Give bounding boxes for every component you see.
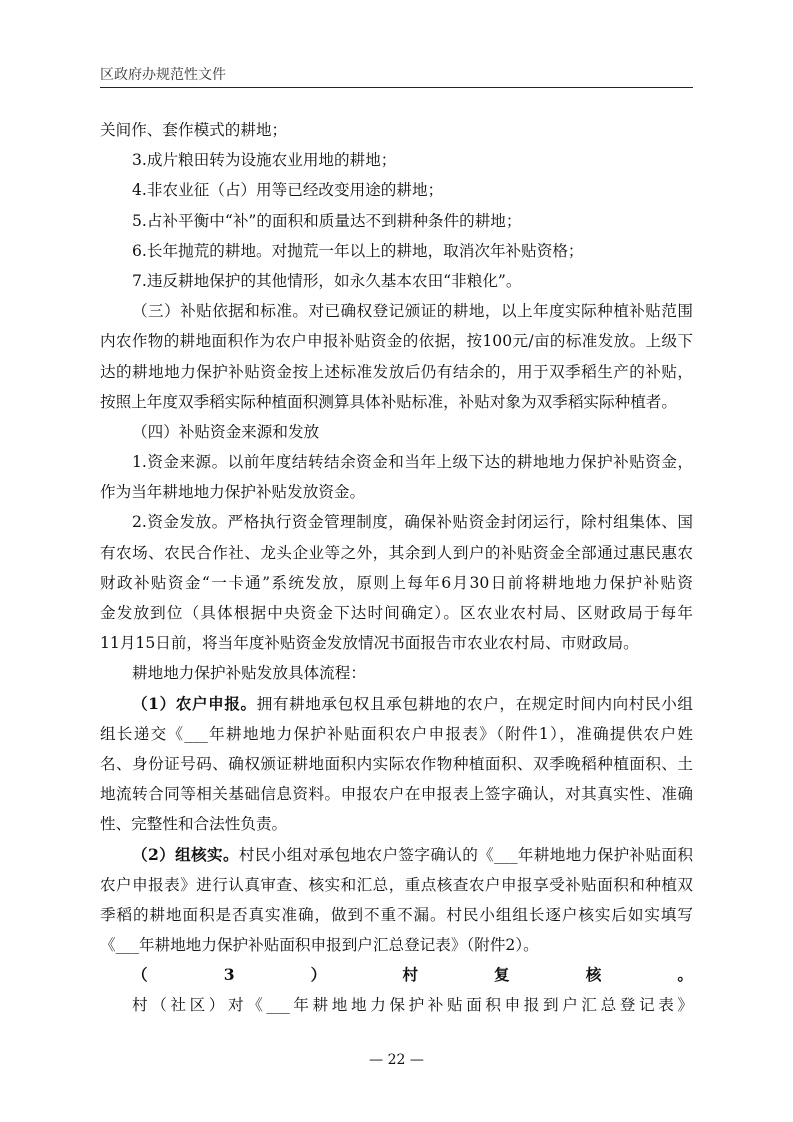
running-header-title: 区政府办规范性文件 [100, 67, 226, 83]
text-line: 有农场、农民合作社、龙头企业等之外，其余到人到户的补贴资金全部通过惠民惠农 [100, 543, 693, 562]
text-line [100, 960, 693, 1015]
paragraph [100, 236, 693, 266]
text-line: 11月15日前，将当年度补贴资金发放情况书面报告市农业农村局、市财政局。 [100, 634, 639, 653]
text-line: 《___年耕地地力保护补贴面积申报到户汇总登记表》（附件2）。 [100, 936, 539, 955]
text-line: 达的耕地地力保护补贴资金按上述标准发放后仍有结余的，用于双季稻生产的补贴， [100, 362, 693, 381]
text-line: 金发放到位（具体根据中央资金下达时间确定）。区农业农村局、区财政局于每年 [100, 604, 693, 622]
paragraph [100, 145, 693, 175]
text-line: 作为当年耕地地力保护补贴发放资金。 [100, 483, 366, 502]
paragraph [100, 689, 693, 840]
text-line: 关间作、套作模式的耕地； [100, 121, 288, 139]
paragraph [100, 960, 693, 1015]
step-heading: （2）组核实。 [132, 844, 239, 864]
text-line: 2.资金发放。严格执行资金管理制度，确保补贴资金封闭运行，除村组集体、国 [132, 513, 693, 532]
text-line [100, 689, 693, 719]
paragraph [100, 115, 693, 145]
text-line: 组长递交《___年耕地地力保护补贴面积农户申报表》（附件1），准确提供农户姓 [100, 724, 693, 743]
text-line: 耕地地力保护补贴发放具体流程： [132, 664, 366, 683]
text-line: 3.成片粮田转为设施农业用地的耕地； [132, 151, 397, 170]
document-body [100, 115, 693, 1015]
text-line: 性、完整性和合法性负责。 [100, 815, 288, 834]
text-line: 内农作物的耕地面积作为农户申报补贴资金的依据，按100元/亩的标准发放。上级下 [100, 332, 693, 351]
text-line: 季稻的耕地面积是否真实准确，做到不重不漏。村民小组组长逐户核实后如实填写 [100, 905, 693, 924]
page-number: — 22 — [369, 1052, 424, 1068]
paragraph [100, 507, 693, 658]
paragraph [100, 840, 693, 961]
paragraph [100, 417, 693, 447]
section-heading: （四）补贴资金来源和发放 [132, 422, 320, 441]
text-line: 财政补贴资金“一卡通”系统发放，原则上每年6月30日前将耕地地力保护补贴资 [100, 573, 693, 592]
paragraph [100, 175, 693, 205]
step-heading: （1）农户申报。 [132, 693, 257, 713]
text-line: 7.违反耕地保护的其他情形，如永久基本农田“非粮化”。 [132, 271, 522, 290]
paragraph [100, 206, 693, 236]
text-line: 农户申报表》进行认真审查、核实和汇总，重点核查农户申报享受补贴面积和种植双 [100, 875, 693, 894]
header-divider [100, 87, 693, 88]
paragraph [100, 447, 693, 507]
paragraph [100, 266, 693, 296]
line-text: 村民小组对承包地农户签字确认的《___年耕地地力保护补贴面积 [238, 845, 693, 864]
text-line: （三）补贴依据和标准。对已确权登记颁证的耕地，以上年度实际种植补贴范围 [132, 302, 693, 321]
text-line: 1.资金来源。以前年度结转结余资金和当年上级下达的耕地地力保护补贴资金， [132, 453, 693, 472]
text-line: 地流转合同等相关基础信息资料。申报农户在申报表上签字确认，对其真实性、准确 [100, 785, 693, 804]
text-line: 4.非农业征（占）用等已经改变用途的耕地； [132, 181, 444, 200]
step-heading: （3）村复核。 [132, 965, 693, 985]
line-text: 拥有耕地承包权且承包耕地的农户，在规定时间内向村民小组 [256, 694, 693, 713]
text-line: 5.占补平衡中“补”的面积和质量达不到耕种条件的耕地； [132, 211, 522, 230]
line-text: 村（社区）对《___年耕地地力保护补贴面积申报到户汇总登记表》 [132, 996, 693, 1015]
text-line: 6.长年抛荒的耕地。对抛荒一年以上的耕地，取消次年补贴资格； [132, 241, 584, 260]
text-line [100, 840, 693, 870]
text-line: 名、身份证号码、确权颁证耕地面积内实际农作物种植面积、双季晚稻种植面积、土 [100, 754, 693, 773]
paragraph [100, 296, 693, 417]
paragraph [100, 658, 693, 688]
text-line: 按照上年度双季稻实际种植面积测算具体补贴标准，补贴对象为双季稻实际种植者。 [100, 392, 677, 411]
